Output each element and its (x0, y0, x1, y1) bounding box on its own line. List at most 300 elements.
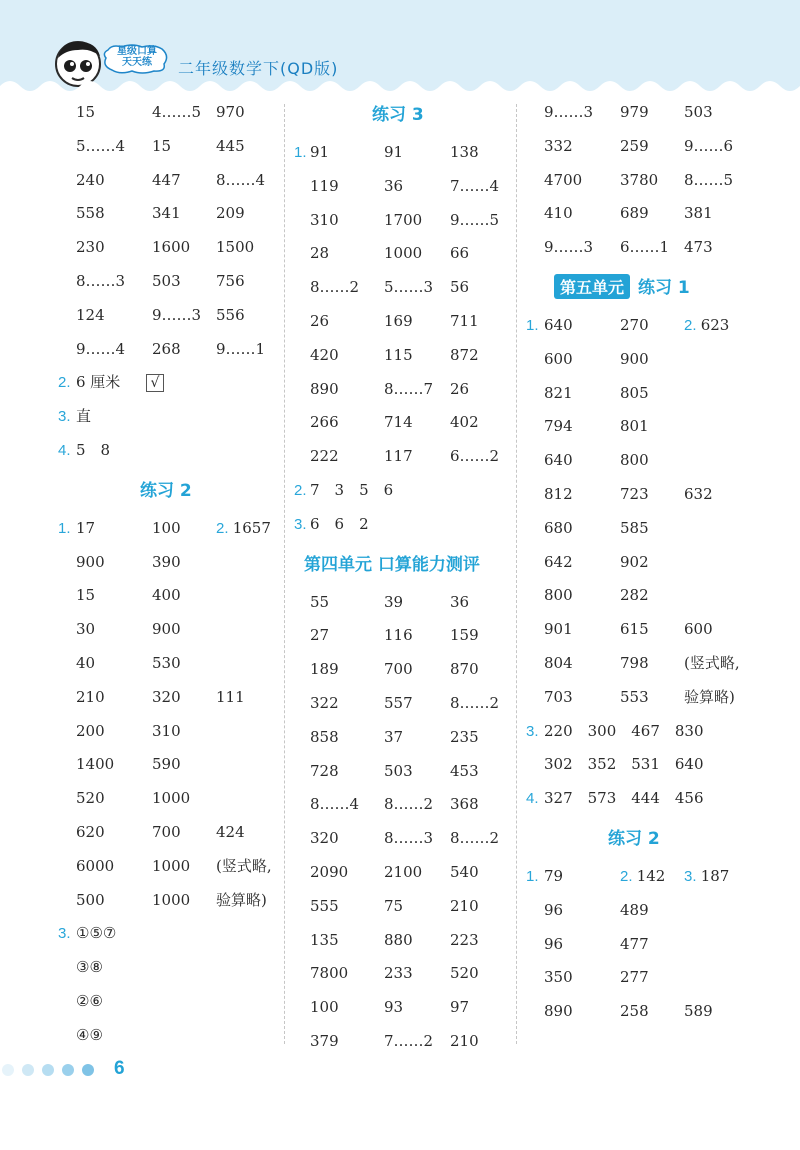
section-header (58, 468, 280, 512)
answer-cell: 1500 (216, 238, 255, 257)
answer-text: 直 (76, 407, 92, 426)
answer-cell: 91 (384, 143, 404, 161)
answer-cell: 240 (76, 170, 105, 189)
answer-cell: 900 (152, 620, 181, 639)
answer-cell: 5……3 (384, 278, 434, 297)
answer-cell: 55 (310, 592, 330, 611)
answer-cell: 39 (384, 592, 404, 611)
answer-cell: 756 (216, 271, 245, 290)
answer-row (58, 231, 280, 265)
answer-cell: 8……4 (216, 170, 266, 189)
answer-cell: 900 (620, 349, 649, 368)
answer-text: 5 8 (76, 440, 111, 459)
answer-row (294, 822, 514, 856)
column-1 (58, 96, 280, 1053)
answer-cell: 2. 142 (620, 866, 666, 885)
answer-cell: 500 (76, 890, 105, 909)
answer-cell: 26 (310, 311, 330, 330)
answer-row (58, 512, 280, 546)
answer-cell: 15 (152, 136, 172, 155)
answer-cell: 258 (620, 1002, 649, 1021)
question-number: 3. (58, 408, 71, 426)
answer-row (294, 508, 514, 542)
logo-line-2: 天天练 (122, 57, 152, 68)
answer-cell: 798 (620, 653, 649, 672)
answer-cell: 473 (684, 238, 713, 257)
answer-row (58, 884, 280, 918)
answer-cell: 503 (684, 103, 713, 121)
answer-cell: 800 (544, 586, 573, 605)
answer-cell: 8……2 (384, 795, 434, 814)
answer-cell: 210 (450, 896, 479, 915)
answer-row (294, 1025, 514, 1059)
answer-cell: 332 (544, 136, 573, 155)
answer-cell: 9……5 (450, 210, 500, 229)
answer-cell: 489 (620, 900, 649, 919)
answer-cell: 189 (310, 660, 339, 679)
answer-cell: 8……5 (684, 170, 734, 189)
answer-cell: 890 (544, 1002, 573, 1021)
answer-cell: 640 (544, 315, 573, 334)
answer-cell: 230 (76, 238, 105, 257)
answer-cell: 220 300 467 830 (544, 721, 704, 740)
answer-cell: 703 (544, 687, 573, 706)
answer-cell: 9……3 (152, 305, 202, 324)
answer-row (58, 197, 280, 231)
answer-cell: 322 (310, 693, 339, 712)
answer-cell: 970 (216, 103, 245, 121)
answer-cell: 728 (310, 761, 339, 780)
answer-row (58, 434, 280, 468)
answer-cell: 503 (384, 761, 413, 780)
answer-cell: 8……2 (450, 693, 500, 712)
logo-line-1: 星级口算 (117, 46, 157, 57)
answer-row (58, 299, 280, 333)
answer-cell: 验算略) (216, 890, 267, 909)
answer-row (526, 579, 776, 613)
answer-cell: (竖式略, (216, 856, 272, 875)
answer-cell: 8……4 (310, 795, 360, 814)
answer-cell: 116 (384, 626, 413, 645)
header-wave-decoration (0, 74, 800, 92)
answer-cell: 210 (450, 1031, 479, 1050)
answer-cell: 259 (620, 136, 649, 155)
answer-cell: 3. 187 (684, 866, 730, 885)
answer-cell: 282 (620, 586, 649, 605)
page-header (0, 0, 800, 92)
checkmark-icon: √ (146, 374, 164, 392)
answer-cell: 600 (544, 349, 573, 368)
answer-cell: 96 (544, 900, 564, 919)
answer-block (294, 586, 514, 1059)
answer-cell: 96 (544, 934, 564, 953)
answer-cell: 8……7 (384, 379, 434, 398)
answer-cell: 805 (620, 383, 649, 402)
answer-cell: 520 (450, 964, 479, 983)
answer-row (526, 961, 776, 995)
answer-row (526, 164, 776, 198)
answer-cell: 890 (310, 379, 339, 398)
answer-cell: 642 (544, 552, 573, 571)
answer-cell: 400 (152, 586, 181, 605)
answer-cell: 66 (450, 244, 470, 263)
answer-row (58, 400, 280, 434)
answer-cell: 277 (620, 968, 649, 987)
answer-cell: 115 (384, 345, 413, 364)
answer-block (58, 96, 280, 366)
answer-row (526, 444, 776, 478)
answer-cell: 138 (450, 143, 479, 161)
question-number: 1. (526, 316, 539, 334)
answer-cell: 700 (384, 660, 413, 679)
answer-row (294, 406, 514, 440)
answer-cell: 7800 (310, 964, 349, 983)
answer-cell: 558 (76, 204, 105, 223)
answer-row (526, 130, 776, 164)
section-header (294, 542, 514, 586)
answer-cell: (竖式略, (684, 653, 740, 672)
answer-cell: 589 (684, 1002, 713, 1021)
answer-cell: 350 (544, 968, 573, 987)
answer-cell: 75 (384, 896, 404, 915)
answer-row (294, 856, 514, 890)
answer-row (526, 96, 776, 130)
answer-cell: 420 (310, 345, 339, 364)
section-title: 练习 3 (372, 105, 424, 125)
answer-row (58, 366, 280, 400)
answer-cell: 135 (310, 930, 339, 949)
answer-cell: 453 (450, 761, 479, 780)
answer-row (58, 850, 280, 884)
answer-cell: 223 (450, 930, 479, 949)
answer-cell: 79 (544, 866, 564, 885)
answer-cell: 6 6 2 (310, 514, 369, 533)
answer-cell: 585 (620, 518, 649, 537)
unit-tag: 第五单元 (554, 274, 630, 299)
answer-row (294, 721, 514, 755)
answer-cell: 503 (152, 271, 181, 290)
page-number: 6 (114, 1058, 125, 1079)
answer-cell: 36 (450, 592, 470, 611)
answer-row (526, 860, 776, 894)
answer-cell: 9……3 (544, 238, 594, 257)
answer-cell: 15 (76, 103, 96, 121)
section-title-text: 练习 1 (638, 277, 690, 298)
answer-cell: 117 (384, 447, 413, 466)
answer-cell: 9……1 (216, 339, 266, 358)
answer-row (526, 995, 776, 1029)
answer-row (526, 928, 776, 962)
answer-cell: 902 (620, 552, 649, 571)
question-number: 2. (58, 374, 71, 392)
answer-cell: 872 (450, 345, 479, 364)
answer-cell: 1000 (152, 890, 191, 909)
answer-cell: 100 (310, 998, 339, 1017)
answer-cell: 870 (450, 660, 479, 679)
answer-cell: 390 (152, 552, 181, 571)
answer-block (294, 136, 514, 542)
answer-row (526, 546, 776, 580)
header-title: 二年级数学下(QD版) (178, 59, 339, 78)
answer-cell: 901 (544, 620, 573, 639)
answer-cell: 402 (450, 413, 479, 432)
answer-cell: 341 (152, 204, 181, 223)
answer-cell: 800 (620, 451, 649, 470)
answer-row (294, 204, 514, 238)
answer-cell: 680 (544, 518, 573, 537)
answer-cell: 447 (152, 170, 181, 189)
answer-cell: 28 (310, 244, 330, 263)
answer-row (294, 653, 514, 687)
answer-cell: 124 (76, 305, 105, 324)
answer-cell: 100 (152, 518, 181, 537)
answer-cell: 37 (384, 727, 404, 746)
section-title: 第四单元 口算能力测评 (304, 554, 480, 575)
answer-cell: 5……4 (76, 136, 126, 155)
question-number: 1. (58, 519, 71, 537)
answer-cell: 97 (450, 998, 470, 1017)
answer-row (294, 474, 514, 508)
question-number: 2. (684, 316, 701, 334)
answer-cell: 1400 (76, 755, 115, 774)
answer-row (294, 373, 514, 407)
answer-row (526, 681, 776, 715)
answer-row (58, 613, 280, 647)
answer-row (58, 782, 280, 816)
answer-cell: 302 352 531 640 (544, 755, 704, 774)
answer-cell: 327 573 444 456 (544, 789, 704, 808)
answer-cell: 723 (620, 484, 649, 503)
answer-block (526, 309, 776, 816)
question-number: 3. (58, 925, 71, 943)
answer-cell: 4……5 (152, 103, 202, 121)
answer-row (294, 305, 514, 339)
answer-cell: 1000 (152, 789, 191, 808)
answer-cell: ③⑧ (76, 958, 103, 977)
answer-cell: 40 (76, 653, 96, 672)
answer-cell: 36 (384, 176, 404, 195)
answer-cell: 424 (216, 822, 245, 841)
answer-cell: 410 (544, 204, 573, 223)
answer-cell: 379 (310, 1031, 339, 1050)
answer-row (294, 957, 514, 991)
answer-row (294, 788, 514, 822)
answer-cell: 169 (384, 311, 413, 330)
answer-cell: 8……2 (450, 829, 500, 848)
answer-cell: 556 (216, 305, 245, 324)
answer-cell: 880 (384, 930, 413, 949)
answer-cell: 714 (384, 413, 413, 432)
answer-row (58, 816, 280, 850)
answer-cell: 7……4 (450, 176, 500, 195)
answer-row (58, 917, 280, 951)
answer-row (58, 333, 280, 367)
question-number: 4. (526, 790, 539, 808)
answer-row (526, 377, 776, 411)
answer-cell: 210 (76, 687, 105, 706)
answer-block (58, 512, 280, 1053)
answer-row (294, 271, 514, 305)
question-number: 1. (294, 144, 307, 161)
question-number: 1. (526, 867, 539, 885)
answer-cell: 30 (76, 620, 96, 639)
answer-cell: 209 (216, 204, 245, 223)
answer-cell: 794 (544, 417, 573, 436)
column-2 (294, 96, 514, 1059)
answer-cell: 804 (544, 653, 573, 672)
question-number: 3. (294, 515, 307, 533)
answer-cell: 979 (620, 103, 649, 121)
answer-row (58, 265, 280, 299)
question-number: 2. (294, 481, 307, 499)
column-divider (284, 104, 285, 1044)
answer-row (294, 237, 514, 271)
answer-cell: 445 (216, 136, 245, 155)
answer-row (58, 96, 280, 130)
answer-cell: 555 (310, 896, 339, 915)
answer-row (294, 755, 514, 789)
answer-cell: 4700 (544, 170, 583, 189)
answer-cell: 2. 623 (684, 315, 730, 334)
answer-cell: 368 (450, 795, 479, 814)
answer-row (294, 170, 514, 204)
answer-row (526, 197, 776, 231)
answer-cell: 1000 (152, 856, 191, 875)
answer-cell: 9……6 (684, 136, 734, 155)
answer-row (58, 748, 280, 782)
answer-cell: 27 (310, 626, 330, 645)
answer-row (58, 130, 280, 164)
answer-block (526, 860, 776, 1029)
answer-cell: 2100 (384, 862, 423, 881)
answer-cell: 6……2 (450, 447, 500, 466)
answer-row (294, 619, 514, 653)
answer-cell: 8……3 (384, 829, 434, 848)
question-number: 4. (58, 441, 71, 459)
answer-row (526, 894, 776, 928)
answer-row (294, 440, 514, 474)
answer-cell: 381 (684, 204, 713, 223)
answer-cell: 3780 (620, 170, 659, 189)
footer-dots-decoration (0, 1060, 110, 1080)
answer-cell: 2090 (310, 862, 349, 881)
answer-cell: ①⑤⑦ (76, 924, 117, 943)
answer-cell: 233 (384, 964, 413, 983)
section-title: 练习 2 (140, 480, 192, 501)
answer-row (294, 924, 514, 958)
answer-row (526, 309, 776, 343)
answer-row (58, 681, 280, 715)
question-number: 2. (620, 867, 637, 885)
answer-cell: 590 (152, 755, 181, 774)
answer-row (58, 715, 280, 749)
answer-row (526, 613, 776, 647)
answer-row (526, 478, 776, 512)
question-number: 2. (216, 519, 233, 537)
answer-cell: 验算略) (684, 687, 735, 706)
answer-cell: 200 (76, 721, 105, 740)
answer-row (58, 579, 280, 613)
answer-row (58, 546, 280, 580)
answer-cell: 268 (152, 339, 181, 358)
answer-row (526, 715, 776, 749)
answer-cell: 689 (620, 204, 649, 223)
answer-cell: 812 (544, 484, 573, 503)
answer-row (58, 1019, 280, 1053)
answer-row (526, 782, 776, 816)
answer-row (294, 339, 514, 373)
answer-block (526, 96, 776, 265)
answer-row (294, 687, 514, 721)
answer-cell: 821 (544, 383, 573, 402)
answer-cell: ④⑨ (76, 1025, 103, 1044)
section-header (294, 96, 514, 136)
answer-cell: 159 (450, 626, 479, 645)
answer-cell: 15 (76, 586, 96, 605)
answer-row (294, 136, 514, 170)
answer-cell: 56 (450, 278, 470, 297)
answer-cell: 9……3 (544, 103, 594, 121)
answer-cell: 235 (450, 727, 479, 746)
answer-row (526, 512, 776, 546)
answer-cell: 310 (310, 210, 339, 229)
section-title (554, 273, 690, 299)
answer-cell: 632 (684, 484, 713, 503)
answer-row (526, 343, 776, 377)
answer-cell: 540 (450, 862, 479, 881)
logo-text (104, 46, 170, 68)
answer-cell: 8……2 (310, 278, 360, 297)
answer-row (58, 647, 280, 681)
answer-cell: 600 (684, 620, 713, 639)
answer-row (58, 164, 280, 198)
answer-cell: 222 (310, 447, 339, 466)
answer-cell: 900 (76, 552, 105, 571)
answer-row (526, 231, 776, 265)
answer-cell: 266 (310, 413, 339, 432)
section-header (526, 265, 776, 309)
section-header (526, 816, 776, 860)
answer-cell: 1600 (152, 238, 191, 257)
answer-cell: 270 (620, 315, 649, 334)
answer-row (526, 647, 776, 681)
answer-row (294, 991, 514, 1025)
answer-cell: 801 (620, 417, 649, 436)
answer-cell: 6000 (76, 856, 115, 875)
answer-cell: 91 (310, 143, 330, 161)
answer-cell: 520 (76, 789, 105, 808)
answer-cell: 700 (152, 822, 181, 841)
question-number: 3. (526, 722, 539, 740)
answer-cell: 711 (450, 311, 479, 330)
answer-cell: 620 (76, 822, 105, 841)
answer-cell: 8……3 (76, 271, 126, 290)
answer-cell: 477 (620, 934, 649, 953)
section-title: 练习 2 (608, 828, 660, 849)
answer-cell: 553 (620, 687, 649, 706)
answer-row (526, 410, 776, 444)
answer-cell: 557 (384, 693, 413, 712)
answer-row (294, 586, 514, 620)
column-3 (526, 96, 776, 1029)
answer-cell: 17 (76, 518, 96, 537)
answer-cell: 320 (152, 687, 181, 706)
answer-cell: 7……2 (384, 1031, 434, 1050)
answer-cell: 6……1 (620, 238, 670, 257)
column-divider (516, 104, 517, 1044)
answer-row (526, 748, 776, 782)
answer-cell: 7 3 5 6 (310, 480, 394, 499)
